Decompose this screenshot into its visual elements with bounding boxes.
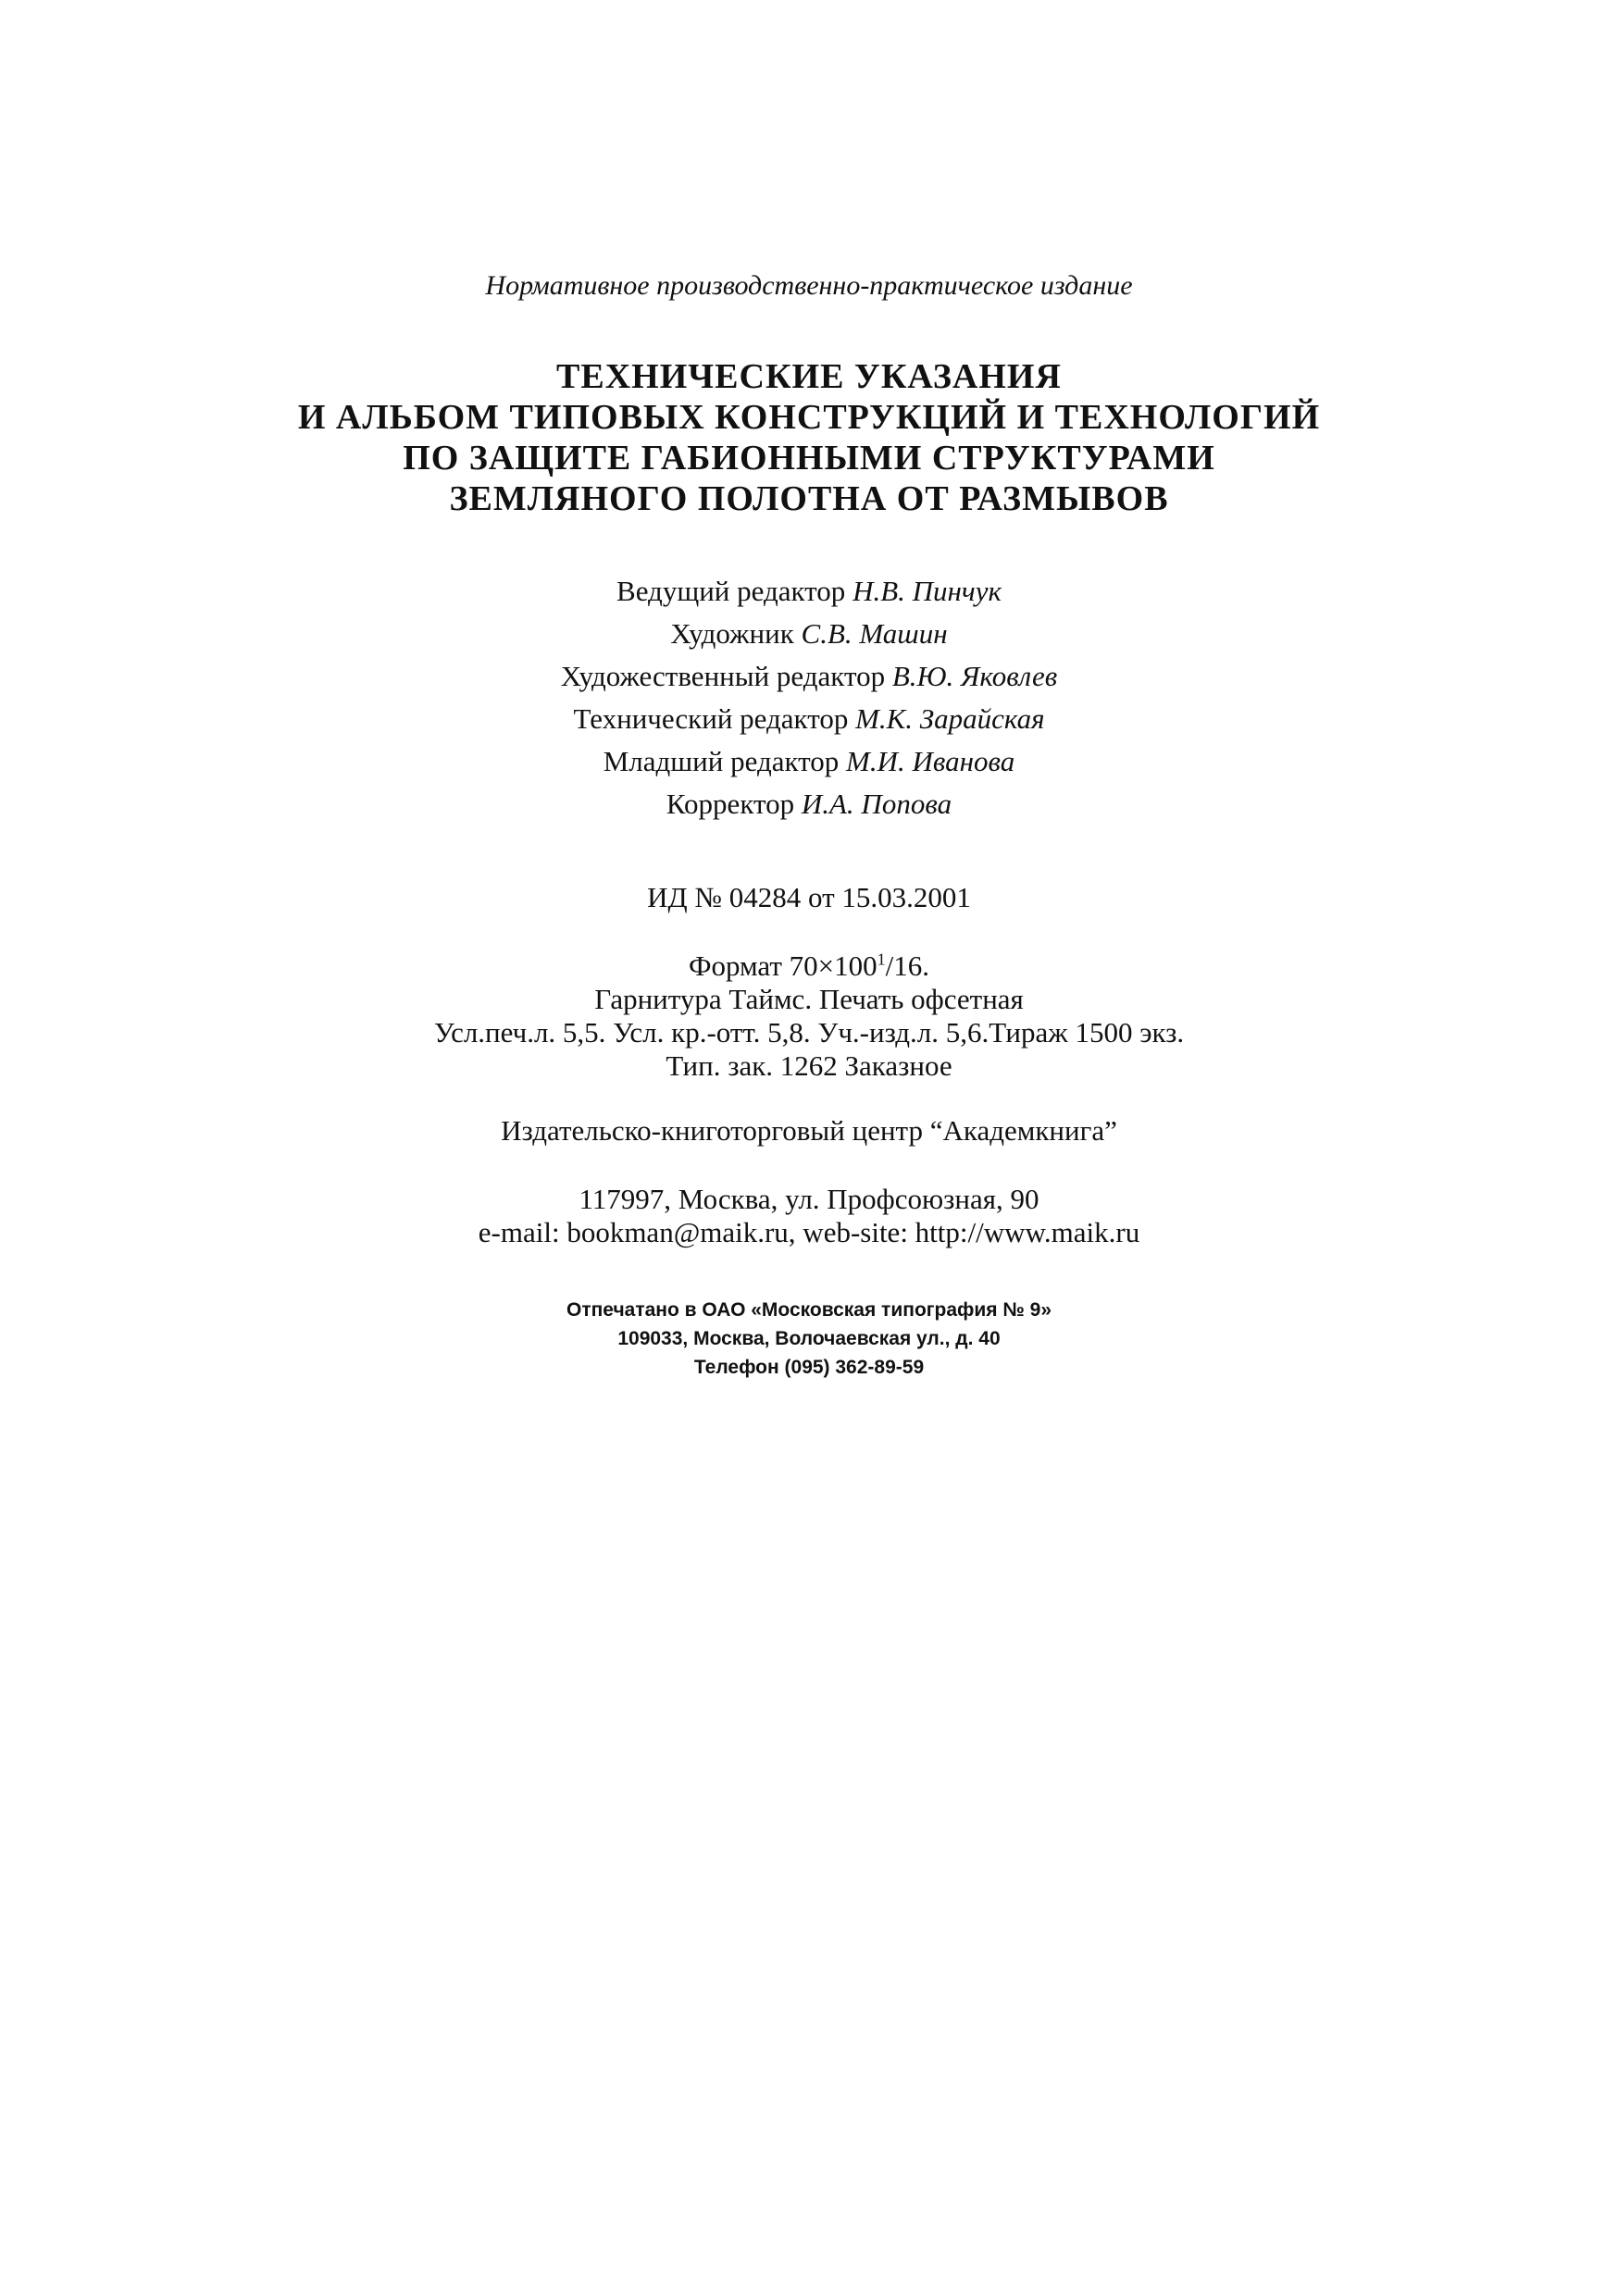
credit-line <box>0 613 1618 655</box>
format-line <box>0 949 1618 983</box>
credit-name: М.И. Иванова <box>846 745 1015 777</box>
title-line: И АЛЬБОМ ТИПОВЫХ КОНСТРУКЦИЙ И ТЕХНОЛОГИЙ <box>297 398 1321 437</box>
title-line: ТЕХНИЧЕСКИЕ УКАЗАНИЯ <box>556 357 1062 396</box>
credit-name: В.Ю. Яковлев <box>891 660 1058 692</box>
print-info-line: Усл.печ.л. 5,5. Усл. кр.-отт. 5,8. Уч.-изд.л. 5,6.Тираж 1500 экз. <box>433 1016 1185 1049</box>
publisher-name: Издательско-книготорговый центр “Академкнига” <box>501 1114 1117 1147</box>
credit-line <box>0 740 1618 783</box>
credit-role: Младший редактор <box>603 745 840 777</box>
publisher-contacts: e-mail: bookman@maik.ru, web-site: http://www.maik.ru <box>478 1216 1140 1248</box>
printer-line: 109033, Москва, Волочаевская ул., д. 40 <box>617 1328 1001 1349</box>
edition-type: Нормативное производственно-практическое издание <box>485 270 1133 301</box>
format-suffix: /16. <box>885 949 930 982</box>
printer-line: Телефон (095) 362-89-59 <box>693 1357 925 1378</box>
publisher-address: 117997, Москва, ул. Профсоюзная, 90 <box>579 1183 1039 1215</box>
credit-line <box>0 655 1618 698</box>
credit-line <box>0 570 1618 613</box>
title-line: ПО ЗАЩИТЕ ГАБИОННЫМИ СТРУКТУРАМИ <box>403 439 1215 478</box>
credit-role: Технический редактор <box>573 702 849 735</box>
credit-name: С.В. Машин <box>801 617 948 650</box>
credit-name: Н.В. Пинчук <box>853 575 1002 607</box>
credit-role: Художественный редактор <box>560 660 886 692</box>
format-superscript: 1 <box>877 949 886 969</box>
title-line: ЗЕМЛЯНОГО ПОЛОТНА ОТ РАЗМЫВОВ <box>449 479 1169 518</box>
credit-role: Художник <box>670 617 794 650</box>
credit-name: М.К. Зарайская <box>855 702 1045 735</box>
print-info-line: Гарнитура Таймс. Печать офсетная <box>594 983 1024 1015</box>
credit-name: И.А. Попова <box>801 788 952 820</box>
credit-role: Корректор <box>666 788 795 820</box>
credit-line <box>0 698 1618 740</box>
credit-line <box>0 783 1618 825</box>
credit-role: Ведущий редактор <box>616 575 846 607</box>
printer-line: Отпечатано в ОАО «Московская типография № 9» <box>566 1299 1052 1321</box>
license-number: ИД № 04284 от 15.03.2001 <box>647 881 971 913</box>
format-prefix: Формат 70×100 <box>688 949 877 982</box>
print-info-line: Тип. зак. 1262 Заказное <box>666 1049 952 1082</box>
